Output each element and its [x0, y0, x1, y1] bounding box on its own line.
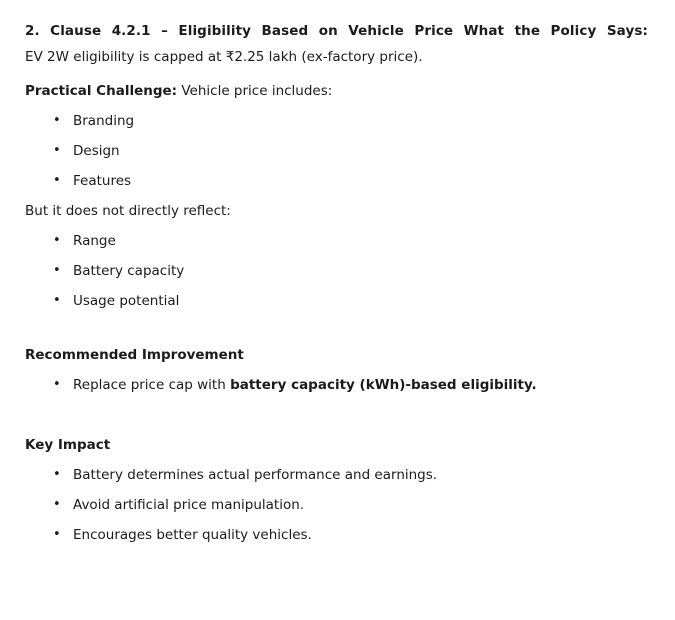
- key-impact-heading: Key Impact: [25, 437, 111, 453]
- practical-challenge-line: [25, 76, 648, 106]
- list-item: [25, 106, 648, 136]
- list-item-label: Avoid artificial price manipulation.: [73, 497, 305, 513]
- list-item: [25, 166, 648, 196]
- not-reflect-list: [25, 226, 648, 316]
- practical-challenge-text: Vehicle price includes:: [181, 83, 333, 99]
- list-item-label: Usage potential: [73, 293, 180, 309]
- bullet-icon: •: [53, 173, 61, 188]
- list-item: [25, 136, 648, 166]
- list-item-label: Range: [73, 233, 116, 249]
- bullet-icon: •: [53, 467, 61, 482]
- list-item: [25, 226, 648, 256]
- bullet-icon: •: [53, 233, 61, 248]
- list-item-label: Branding: [73, 113, 135, 129]
- bullet-icon: •: [53, 263, 61, 278]
- list-item: [25, 286, 648, 316]
- list-item: [25, 460, 648, 490]
- list-item: [25, 490, 648, 520]
- bullet-icon: •: [53, 113, 61, 128]
- bullet-icon: •: [53, 377, 61, 392]
- list-item: [25, 256, 648, 286]
- list-item-label: Design: [73, 143, 120, 159]
- clause-summary: EV 2W eligibility is capped at ₹2.25 lakh (ex-factory price).: [25, 49, 423, 65]
- bullet-icon: •: [53, 143, 61, 158]
- list-item-label: Battery determines actual performance and earnings.: [73, 467, 438, 483]
- list-item: [25, 520, 648, 550]
- list-item-label: Features: [73, 173, 132, 189]
- clause-title: 2. Clause 4.2.1 – Eligibility Based on Vehicle Price What the Policy Says:: [25, 23, 648, 39]
- recommended-improvement-list: [25, 370, 648, 400]
- bullet-icon: •: [53, 497, 61, 512]
- practical-challenge-label: Practical Challenge:: [25, 83, 178, 99]
- bullet-icon: •: [53, 293, 61, 308]
- list-item-label: Battery capacity: [73, 263, 185, 279]
- list-item-label-bold: battery capacity (kWh)-based eligibility.: [230, 377, 537, 393]
- not-reflect-intro: But it does not directly reflect:: [25, 203, 231, 219]
- price-includes-list: [25, 106, 648, 196]
- list-item-label: Replace price cap with: [73, 377, 226, 393]
- recommended-improvement-heading: Recommended Improvement: [25, 347, 244, 363]
- list-item-label: Encourages better quality vehicles.: [73, 527, 312, 543]
- key-impact-list: [25, 460, 648, 550]
- list-item: [25, 370, 648, 400]
- bullet-icon: •: [53, 527, 61, 542]
